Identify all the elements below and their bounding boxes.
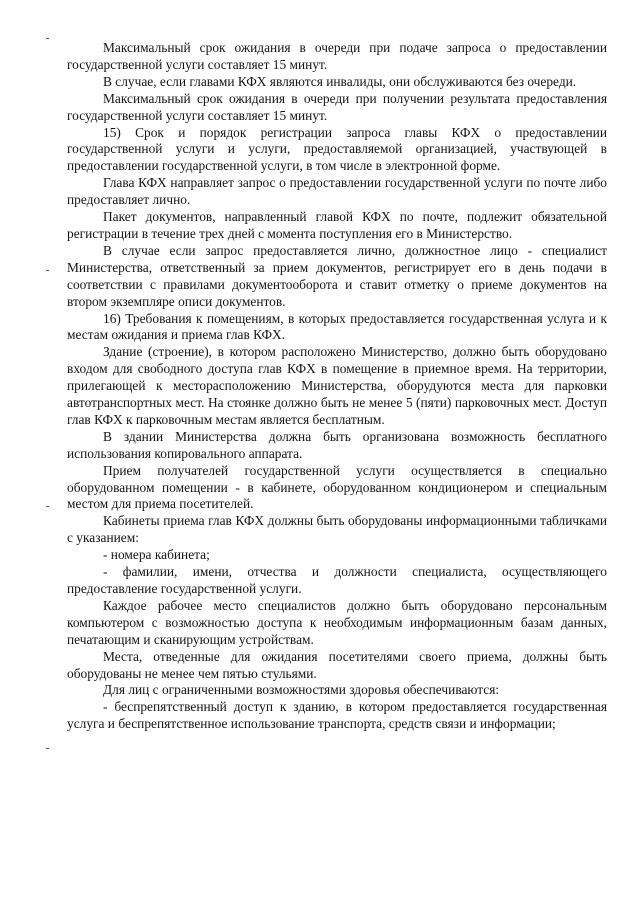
document-page — [67, 40, 607, 733]
paragraph: Пакет документов, направленный главой КФХ по почте, подлежит обязательной регистрации в течение трех дней с момента поступления его в Министерство. — [67, 209, 607, 241]
paragraph: В случае, если главами КФХ являются инвалиды, они обслуживаются без очереди. — [103, 73, 577, 89]
margin-mark — [46, 748, 49, 749]
list-item: - номера кабинета; — [103, 547, 210, 563]
paragraph: Прием получателей государственной услуги осуществляется в специально оборудованном помещении - в кабинете, оборудованном кондиционером и специальным местом для приема посетителей. — [67, 462, 607, 512]
paragraph: Максимальный срок ожидания в очереди при подаче запроса о предоставлении государственной услуги составляет 15 минут. — [67, 40, 607, 72]
margin-mark — [46, 270, 49, 271]
paragraph: В здании Министерства должна быть организована возможность бесплатного использования копировального аппарата. — [67, 428, 607, 461]
paragraph: 15) Срок и порядок регистрации запроса главы КФХ о предоставлении государственной услуги и услуги, предоставляемой организацией, участвующей в предоставлении государственной услуги, в том числе в электронной форме. — [67, 124, 607, 174]
paragraph: Кабинеты приема глав КФХ должны быть оборудованы информационными табличками с указанием: — [67, 513, 607, 546]
paragraph: В случае если запрос предоставляется лично, должностное лицо - специалист Министерства, ответственный за прием документов, регистрирует его в день подачи в соответствии с правилами документооборота и ставит отметку о приеме документов на втором экземпляре описи документов. — [67, 242, 607, 309]
paragraph: Места, отведенные для ожидания посетителями своего приема, должны быть оборудованы не менее чем пятью стульями. — [67, 648, 607, 681]
paragraph: 16) Требования к помещениям, в которых предоставляется государственная услуга и к местам ожидания и приема глав КФХ. — [67, 310, 607, 343]
paragraph: Максимальный срок ожидания в очереди при получении результата предоставления государственной услуги составляет 15 минут. — [67, 90, 607, 123]
paragraph: Здание (строение), в котором расположено Министерство, должно быть оборудовано входом для свободного доступа глав КФХ в помещение в приемное время. На территории, прилегающей к месторасположению Министерства, оборудуются места для парковки автотранспортных мест. На стоянке должно быть не менее 5 (пяти) парковочных мест. Доступ глав КФХ к парковочным местам является бесплатным. — [67, 344, 607, 427]
margin-mark — [46, 506, 49, 507]
list-item: - беспрепятственный доступ к зданию, в котором предоставляется государственная услуга и беспрепятственное использование транспорта, средств связи и информации; — [67, 699, 607, 732]
paragraph: Для лиц с ограниченными возможностями здоровья обеспечиваются: — [103, 682, 500, 698]
paragraph: Глава КФХ направляет запрос о предоставлении государственной услуги по почте либо предоставляет лично. — [67, 175, 607, 208]
list-item: - фамилии, имени, отчества и должности специалиста, осуществляющего предоставление государственной услуги. — [67, 564, 607, 596]
paragraph: Каждое рабочее место специалистов должно быть оборудовано персональным компьютером с возможностью доступа к необходимым информационным базам данных, печатающим и сканирующим устройствам. — [67, 597, 607, 647]
margin-mark — [46, 38, 49, 39]
